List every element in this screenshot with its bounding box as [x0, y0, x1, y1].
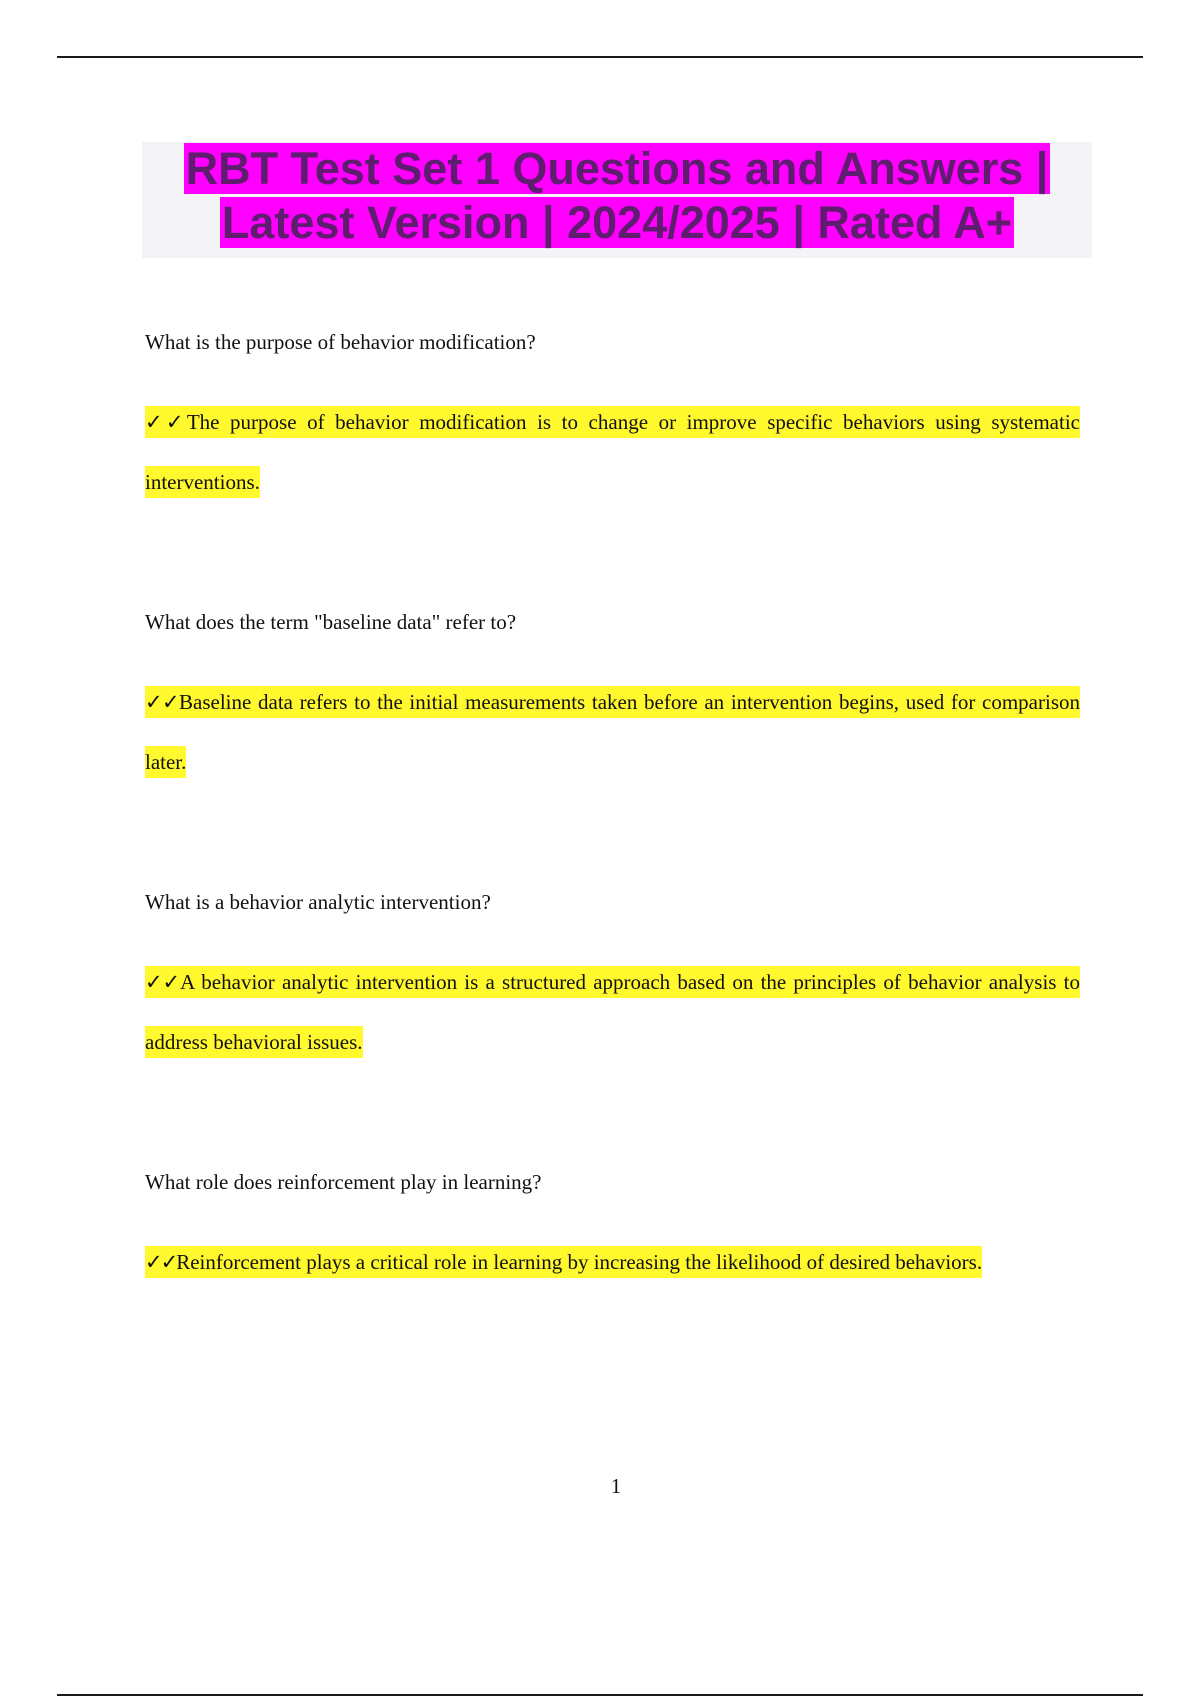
page-number: 1	[610, 1474, 622, 1498]
header-rule	[57, 56, 1143, 58]
check-icon: ✓✓	[145, 690, 180, 714]
title-block	[142, 142, 1092, 258]
title-line-2: Latest Version | 2024/2025 | Rated A+	[221, 197, 1013, 248]
answer-body: The purpose of behavior modification is to change or improve specific behaviors using systematic interventions.	[145, 410, 1080, 494]
question-text: What is a behavior analytic intervention?	[145, 890, 491, 914]
question-text: What role does reinforcement play in learning?	[145, 1170, 542, 1194]
check-icon: ✓✓	[145, 410, 187, 434]
check-icon: ✓✓	[145, 1250, 177, 1274]
title-line-1: RBT Test Set 1 Questions and Answers |	[185, 143, 1049, 194]
qa-item-4	[145, 1168, 1085, 1274]
answer-body: A behavior analytic intervention is a structured approach based on the principles of behavior analysis to address behavioral issues.	[145, 970, 1080, 1054]
qa-item-3	[145, 888, 1085, 1054]
answer-text	[145, 392, 1080, 512]
question-text: What does the term "baseline data" refer to?	[145, 610, 517, 634]
answer-text	[145, 1232, 1080, 1292]
qa-item-1	[145, 328, 1085, 494]
document-title	[142, 142, 1092, 250]
question-text: What is the purpose of behavior modification?	[145, 330, 536, 354]
answer-text	[145, 672, 1080, 792]
qa-item-2	[145, 608, 1085, 774]
answer-text	[145, 952, 1080, 1072]
check-icon: ✓✓	[145, 970, 181, 994]
answer-body: Baseline data refers to the initial measurements taken before an intervention begins, used for comparison later.	[145, 690, 1080, 774]
footer-rule	[57, 1694, 1143, 1696]
answer-body: Reinforcement plays a critical role in learning by increasing the likelihood of desired behaviors.	[176, 1250, 983, 1274]
